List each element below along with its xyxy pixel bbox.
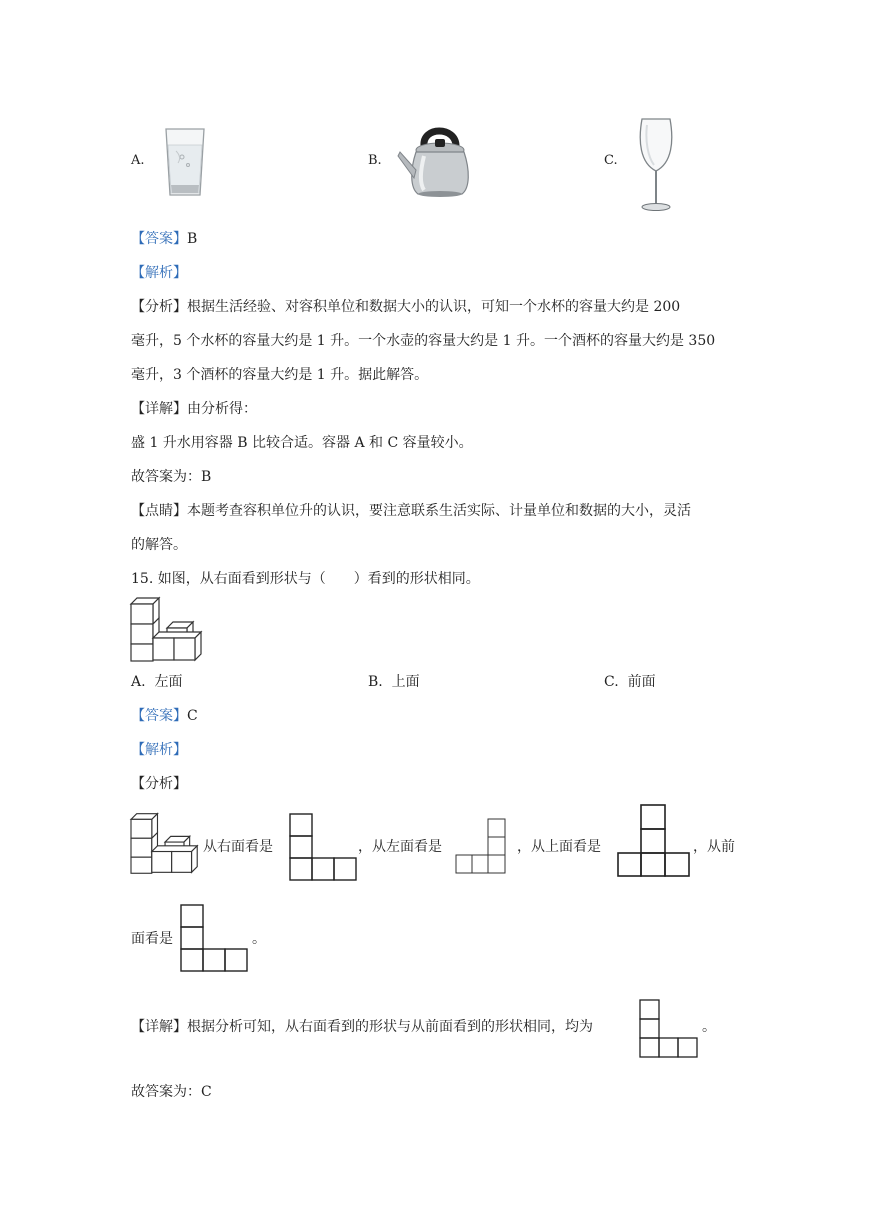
q15-option-c-letter: C. (604, 674, 619, 690)
q14-fenxi-line-2: 毫升，5 个水杯的容量大约是 1 升。一个水壶的容量大约是 1 升。一个酒杯的容量大约是 350 (131, 333, 716, 349)
q15-analysis-heading (131, 739, 187, 759)
answer-tag: 【答案】 (131, 231, 187, 247)
water-glass-icon (164, 127, 206, 199)
q15-question: 15. 如图，从右面看到形状与（ ）看到的形状相同。 (131, 571, 480, 587)
option-c-label: C. (604, 153, 618, 168)
fenxi-tag: 【分析】 (131, 299, 187, 315)
q14-fenxi-line-1 (131, 296, 680, 316)
left-view-diagram (455, 818, 507, 874)
right-view-diagram (289, 813, 357, 883)
q15-answer-value: C (187, 708, 198, 724)
q15-option-b (368, 671, 420, 691)
q15-option-c (604, 671, 656, 691)
q15-xiangjie-text: 根据分析可知，从右面看到的形状与从前面看到的形状相同，均为 (187, 1019, 593, 1035)
q15-xiangjie-line (131, 1016, 593, 1036)
answer-value: B (187, 231, 198, 247)
q15-xiangjie-tag: 【详解】 (131, 1019, 187, 1035)
front-view-diagram (180, 904, 248, 974)
q14-detail-line: 盛 1 升水用容器 B 比较合适。容器 A 和 C 容量较小。 (131, 435, 473, 451)
q14-xiangjie-line (131, 398, 257, 418)
q14-analysis-heading (131, 262, 187, 282)
front-view-period: 。 (252, 931, 266, 947)
xiangjie-text: 由分析得： (187, 401, 257, 417)
q15-option-a-text: 左面 (154, 674, 183, 690)
kettle-icon (396, 120, 482, 198)
q14-fenxi-line-3: 毫升，3 个酒杯的容量大约是 1 升。据此解答。 (131, 367, 429, 383)
q14-answer-line (131, 228, 197, 248)
top-view-diagram (617, 804, 691, 878)
q15-fenxi-heading: 【分析】 (131, 776, 187, 792)
option-b-label: B. (368, 153, 382, 168)
front-view-text-end: 面看是 (131, 931, 173, 947)
q15-xiangjie-period: 。 (702, 1019, 716, 1035)
q14-dianjing-line-1 (131, 500, 691, 520)
dianjing-text-1: 本题考查容积单位升的认识，要注意联系生活实际、计量单位和数据的大小，灵活 (187, 503, 691, 519)
q15-option-b-letter: B. (368, 674, 383, 690)
top-view-text: ，从上面看是 (517, 839, 601, 855)
q15-answer-line (131, 705, 198, 725)
option-a-label: A. (131, 153, 145, 168)
wine-glass-icon (636, 117, 676, 213)
dianjing-tag: 【点睛】 (131, 503, 187, 519)
fenxi-text-1: 根据生活经验、对容积单位和数据大小的认识，可知一个水杯的容量大约是 200 (187, 299, 681, 315)
front-view-text-start: ，从前 (693, 839, 735, 855)
cube-stack-figure-small (131, 810, 201, 876)
q15-option-a-letter: A. (131, 674, 146, 690)
cube-stack-figure (131, 596, 205, 662)
right-view-text: 从右面看是 (203, 839, 273, 855)
q15-option-a (131, 671, 182, 691)
result-view-diagram (639, 999, 699, 1059)
q15-option-c-text: 前面 (627, 674, 656, 690)
analysis-tag: 【解析】 (131, 265, 187, 281)
q14-final-answer: 故答案为：B (131, 469, 212, 485)
q15-final-answer: 故答案为：C (131, 1084, 212, 1100)
q15-answer-tag: 【答案】 (131, 708, 187, 724)
xiangjie-tag: 【详解】 (131, 401, 187, 417)
q14-dianjing-line-2: 的解答。 (131, 537, 187, 553)
left-view-text: ，从左面看是 (358, 839, 442, 855)
q15-option-b-text: 上面 (391, 674, 420, 690)
q15-analysis-tag: 【解析】 (131, 742, 187, 758)
